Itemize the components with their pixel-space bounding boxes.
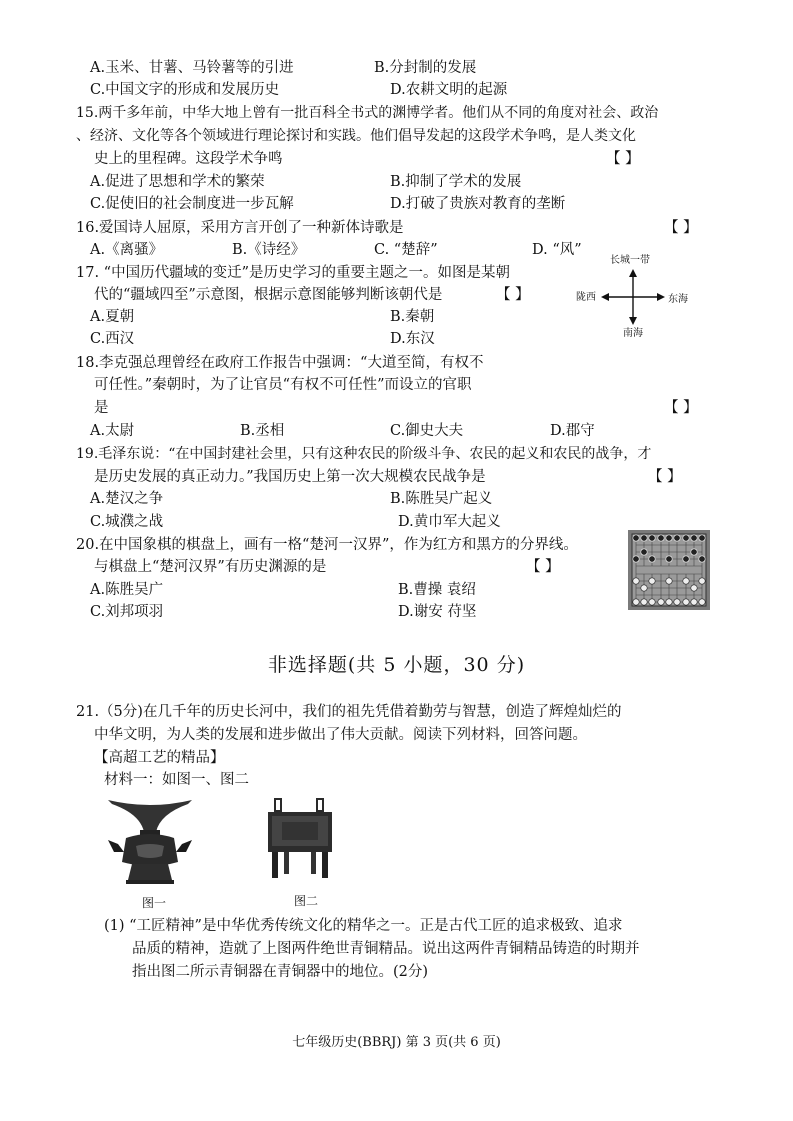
q21-heading: 【高超工艺的精品】 [94, 750, 225, 766]
q21-material-label: 材料一：如图一、图二 [104, 772, 249, 788]
q15-stem-line1: 15.两千多年前，中华大地上曾有一批百科全书式的渊博学者。他们从不同的角度对社会、政治 [76, 105, 659, 121]
q18-option-c: C.御史大夫 [390, 423, 464, 439]
page-footer: 七年级历史(BBRJ) 第 3 页(共 6 页) [292, 1035, 501, 1050]
bronze-ding-figure-2 [262, 796, 338, 880]
bronze-vessel-figure-1 [100, 796, 200, 888]
compass-west-label: 陇西 [576, 292, 596, 303]
q20-answer-bracket: 【 】 [526, 559, 560, 575]
q18-stem-line3: 是 [94, 400, 109, 416]
q18-stem-line2: 可任性。”秦朝时，为了让官员“有权不可任性”而设立的官职 [94, 377, 472, 393]
compass-east-label: 东海 [668, 294, 688, 305]
q18-stem-line1: 18.李克强总理曾经在政府工作报告中强调：“大道至简，有权不 [76, 355, 484, 371]
q20-option-a: A.陈胜吴广 [90, 582, 164, 598]
q20-stem-line1: 20.在中国象棋的棋盘上，画有一格“楚河一汉界”，作为红方和黑方的分界线。 [76, 537, 578, 553]
q17-option-a: A.夏朝 [90, 309, 135, 325]
q15-stem-line3: 史上的里程碑。这段学术争鸣 [94, 151, 283, 167]
q14-option-d: D.农耕文明的起源 [390, 82, 508, 98]
section-title: 非选择题(共 5 小题，30 分) [267, 654, 526, 676]
q18-option-b: B.丞相 [240, 423, 285, 439]
chess-board-image [628, 530, 710, 610]
figure-1-caption: 图一 [142, 896, 167, 910]
q14-option-c: C.中国文字的形成和发展历史 [90, 82, 280, 98]
compass-north-label: 长城一带 [610, 255, 650, 266]
q18-option-d: D.郡守 [550, 423, 595, 439]
q17-option-d: D.东汉 [390, 331, 435, 347]
q14-option-a: A.玉米、甘薯、马铃薯等的引进 [90, 60, 294, 76]
q21-stem-line1: 21.（5分)在几千年的历史长河中，我们的祖先凭借着勤劳与智慧，创造了辉煌灿烂的 [76, 704, 622, 720]
q19-stem-line1: 19.毛泽东说：“在中国封建社会里，只有这种农民的阶级斗争、农民的起义和农民的战争，才 [76, 446, 652, 462]
q16-option-c: C. “楚辞” [374, 242, 438, 258]
q20-option-b: B.曹操 袁绍 [398, 582, 476, 598]
q18-option-a: A.太尉 [90, 423, 135, 439]
q15-answer-bracket: 【 】 [606, 151, 640, 167]
q14-option-b: B.分封制的发展 [374, 60, 477, 76]
q15-option-c: C.促使旧的社会制度进一步瓦解 [90, 196, 294, 212]
q21-stem-line2: 中华文明，为人类的发展和进步做出了伟大贡献。阅读下列材料，回答问题。 [94, 727, 587, 743]
q19-option-c: C.城濮之战 [90, 514, 164, 530]
q16-stem: 16.爱国诗人屈原，采用方言开创了一种新体诗歌是 [76, 220, 404, 236]
figure-2-caption: 图二 [294, 894, 319, 908]
q17-answer-bracket: 【 】 [496, 287, 530, 303]
q17-option-c: C.西汉 [90, 331, 135, 347]
q16-option-b: B.《诗经》 [232, 242, 306, 258]
compass-arrows-icon [600, 268, 666, 326]
q21-sub1-line3: 指出图二所示青铜器在青铜器中的地位。(2分) [132, 964, 429, 980]
q15-option-d: D.打破了贵族对教育的垄断 [390, 196, 566, 212]
q15-option-a: A.促进了思想和学术的繁荣 [90, 174, 265, 190]
q16-option-d: D. “风” [532, 242, 582, 258]
q20-option-d: D.谢安 苻坚 [398, 604, 477, 620]
q15-stem-line2: 、经济、文化等各个领域进行理论探讨和实践。他们倡导发起的这段学术争鸣，是人类文化 [76, 128, 636, 144]
q19-answer-bracket: 【 】 [648, 469, 682, 485]
q17-option-b: B.秦朝 [390, 309, 435, 325]
q17-stem-line1: 17. “中国历代疆域的变迁”是历史学习的重要主题之一。如图是某朝 [76, 265, 510, 281]
compass-south-label: 南海 [623, 328, 643, 339]
q16-option-a: A.《离骚》 [90, 242, 164, 258]
q21-sub1-line2: 品质的精神，造就了上图两件绝世青铜精品。说出这两件青铜精品铸造的时期并 [132, 941, 640, 957]
q15-option-b: B.抑制了学术的发展 [390, 174, 522, 190]
q16-answer-bracket: 【 】 [664, 220, 698, 236]
q18-answer-bracket: 【 】 [664, 400, 698, 416]
q17-stem-line2: 代的“疆域四至”示意图，根据示意图能够判断该朝代是 [94, 287, 443, 303]
q20-stem-line2: 与棋盘上“楚河汉界”有历史渊源的是 [94, 559, 327, 575]
q20-option-c: C.刘邦项羽 [90, 604, 164, 620]
q19-stem-line2: 是历史发展的真正动力。”我国历史上第一次大规模农民战争是 [94, 469, 486, 485]
q21-sub1-line1: (1) “工匠精神”是中华优秀传统文化的精华之一。正是古代工匠的追求极致、追求 [104, 918, 623, 934]
q19-option-a: A.楚汉之争 [90, 491, 164, 507]
q19-option-b: B.陈胜吴广起义 [390, 491, 493, 507]
q19-option-d: D.黄巾军大起义 [398, 514, 501, 530]
